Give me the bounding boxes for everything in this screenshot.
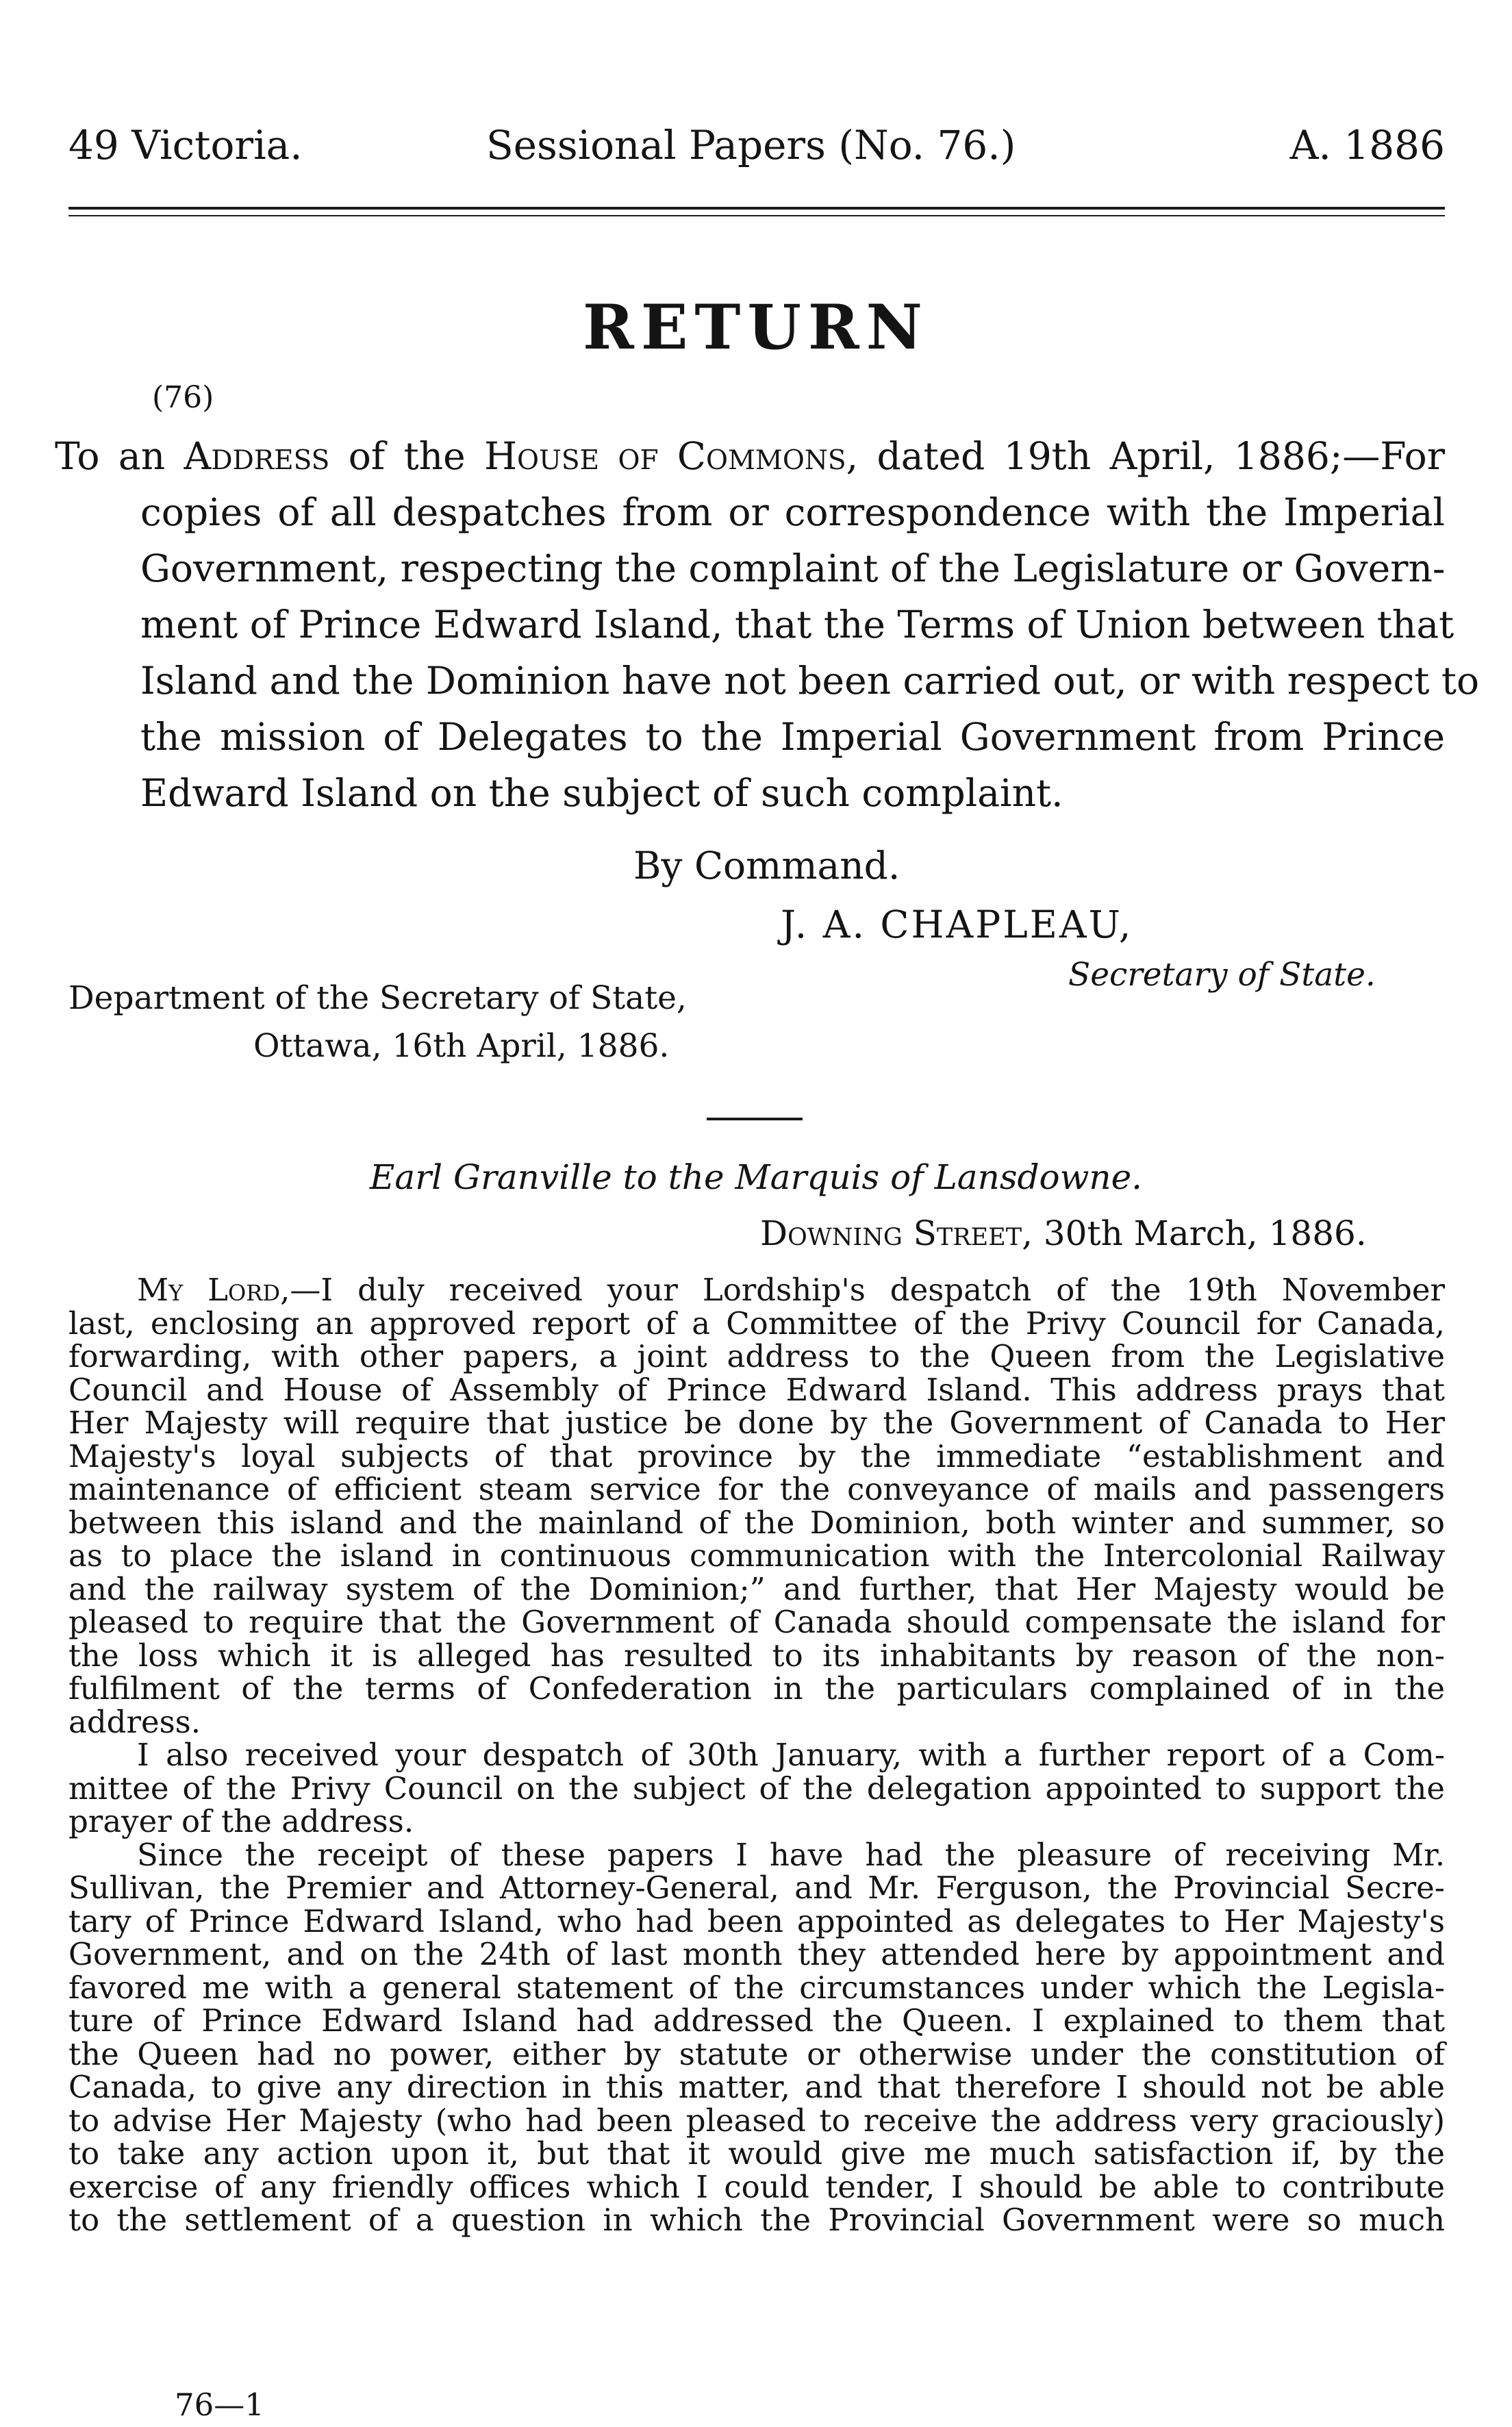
letter-line: as to place the island in continuous communication with the Intercolonial Railway (68, 1537, 1445, 1574)
address-line-5: Island and the Dominion have not been carried out, or with respect to (140, 659, 1480, 703)
letter-line: prayer of the address. (68, 1803, 414, 1839)
letter-line: Since the receipt of these papers I have had the pleasure of receiving Mr. (137, 1836, 1445, 1873)
running-head-year: A. 1886 (1289, 122, 1445, 168)
letter-line: Sullivan, the Premier and Attorney-General, and Mr. Ferguson, the Provincial Secre- (68, 1870, 1445, 1906)
letter-line: pleased to require that the Government of Canada should compensate the island for (68, 1604, 1445, 1640)
address-paragraph (55, 428, 1480, 821)
running-head-series: Sessional Papers (No. 76.) (486, 122, 1016, 168)
salutation: My Lord (137, 1272, 281, 1308)
letter-line: exercise of any friendly offices which I could tender, I should be able to contribute (68, 2168, 1445, 2205)
letter-line: Majesty's loyal subjects of that province by the immediate “establishment and (68, 1437, 1445, 1474)
letter-heading: Earl Granville to the Marquis of Lansdowne. (369, 1157, 1143, 1197)
letter-line: mittee of the Privy Council on the subject of the delegation appointed to support the (68, 1770, 1445, 1807)
letter-date: , 30th March, 1886. (1022, 1214, 1367, 1253)
letter-line: Her Majesty will require that justice be done by the Government of Canada to Her (68, 1405, 1445, 1441)
address-line-3: Government, respecting the complaint of the Legislature or Govern- (140, 546, 1446, 590)
letter-line: maintenance of efficient steam service for the conveyance of mails and passengers (68, 1471, 1445, 1507)
signatory-title: Secretary of State. (1068, 956, 1376, 994)
letter-line: to the settlement of a question in which the Provincial Government were so much (68, 2202, 1445, 2238)
letter-line: to advise Her Majesty (who had been pleased to receive the address very graciously) (68, 2102, 1445, 2139)
letter-line: favored me with a general statement of the circumstances under which the Legisla- (68, 1969, 1445, 2006)
header-double-rule (68, 207, 1445, 216)
letter-line: Government, and on the 24th of last month they attended here by appointment and (68, 1936, 1445, 1972)
letter-body (68, 1274, 1445, 2237)
address-line-2: copies of all despatches from or correspondence with the Imperial (140, 490, 1445, 534)
letter-line: Council and House of Assembly of Prince Edward Island. This address prays that (68, 1371, 1445, 1408)
letter-line: the loss which it is alleged has resulted to its inhabitants by reason of the non- (68, 1637, 1445, 1674)
letter-line: forwarding, with other papers, a joint address to the Queen from the Legislative (68, 1338, 1445, 1374)
letter-line: ture of Prince Edward Island had addressed the Queen. I explained to them that (68, 2002, 1445, 2039)
letter-line: last, enclosing an approved report of a Committee of the Privy Council for Canada, (68, 1305, 1445, 1342)
letter-line: address. (68, 1703, 201, 1740)
address-line-4: ment of Prince Edward Island, that the Terms of Union between that (140, 603, 1454, 646)
by-command: By Command. (633, 844, 900, 888)
letter-place-date (760, 1214, 1367, 1253)
department-name: Department of the Secretary of State, (68, 979, 687, 1017)
section-divider (707, 1118, 803, 1120)
letter-line: My Lord,—I duly received your Lordship's despatch of the 19th November (137, 1272, 1446, 1308)
signatory-name: J. A. CHAPLEAU, (781, 903, 1133, 946)
address-line-7: Edward Island on the subject of such complaint. (140, 771, 1063, 815)
running-head (68, 122, 1445, 177)
address-line-6: the mission of Delegates to the Imperial Government from Prince (140, 715, 1445, 759)
document-number: (76) (152, 380, 214, 415)
letter-line: I also received your despatch of 30th January, with a further report of a Com- (137, 1737, 1445, 1773)
letter-line: between this island and the mainland of the Dominion, both winter and summer, so (68, 1504, 1445, 1541)
letter-line: fulfilment of the terms of Confederation in the particulars complained of in the (68, 1670, 1445, 1707)
letter-line: Canada, to give any direction in this matter, and that therefore I should not be able (68, 2069, 1445, 2105)
running-head-regnal-year: 49 Victoria. (68, 122, 303, 168)
letter-line: and the railway system of the Dominion;” and further, that Her Majesty would be (68, 1570, 1445, 1607)
address-line-1: To an Address of the House of Commons, dated 19th April, 1886;—For (55, 434, 1445, 478)
letter-line: to take any action upon it, but that it would give me much satisfaction if, by the (68, 2135, 1445, 2172)
letter-line: tary of Prince Edward Island, who had been appointed as delegates to Her Majesty's (68, 1902, 1445, 1939)
folio-signature: 76—1 (175, 2387, 264, 2423)
document-title: RETURN (583, 291, 929, 364)
letter-place: Downing Street (760, 1214, 1022, 1253)
letter-line: the Queen had no power, either by statute or otherwise under the constitution of (68, 2035, 1445, 2072)
department-place-date: Ottawa, 16th April, 1886. (253, 1027, 670, 1065)
